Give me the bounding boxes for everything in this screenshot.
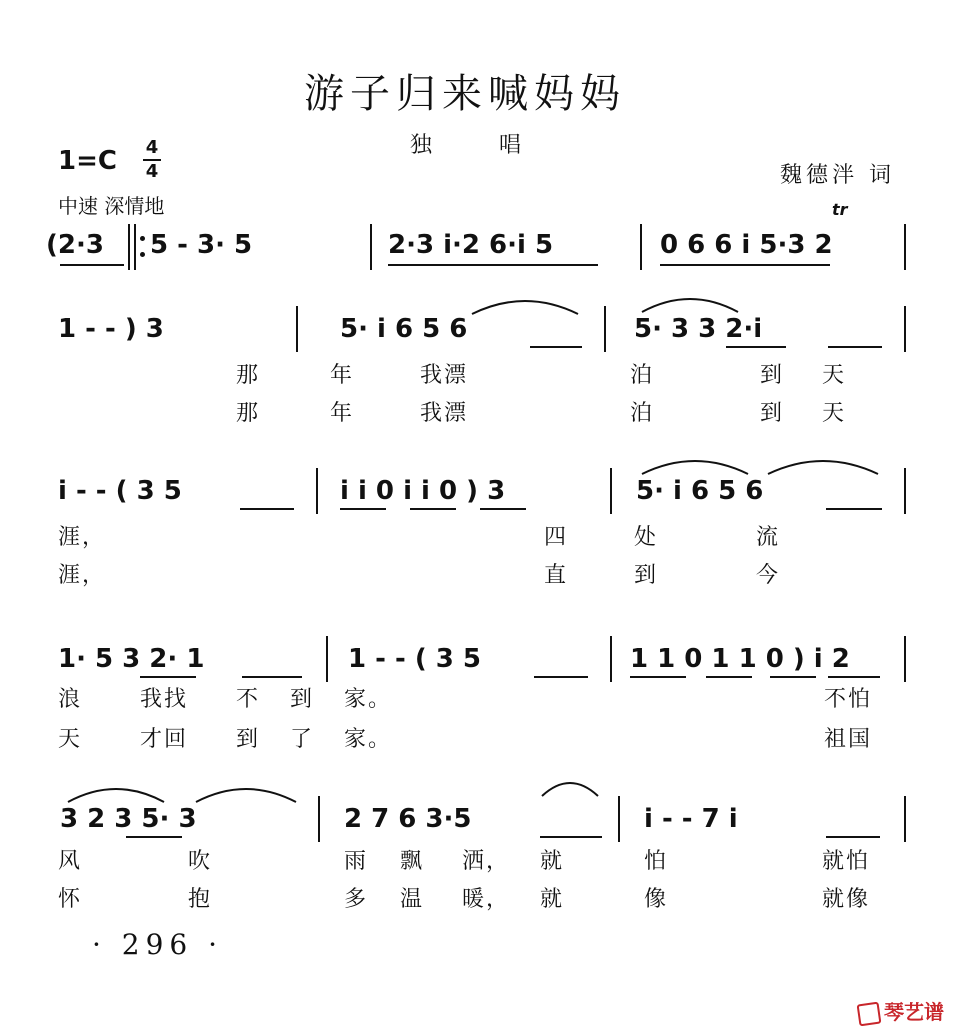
measure-notes: 0 6 6 i 5·3 2 xyxy=(660,230,833,260)
repeat-barline xyxy=(134,224,136,270)
beam-underline xyxy=(826,836,880,838)
watermark-logo-icon xyxy=(857,1001,882,1026)
lyric: 到 xyxy=(634,563,659,588)
key-signature: 1=C xyxy=(58,146,117,176)
lyric: 多 xyxy=(344,887,369,912)
beam-underline xyxy=(410,508,456,510)
lyric: 到 xyxy=(760,363,785,388)
repeat-dot xyxy=(140,252,145,257)
barline xyxy=(904,468,906,514)
beam-underline xyxy=(540,836,602,838)
lyric: 年 xyxy=(330,401,355,426)
trill-ornament: tr xyxy=(832,200,848,219)
beam-underline xyxy=(826,508,882,510)
lyric: 四 xyxy=(544,525,569,550)
score-row-2 xyxy=(0,300,960,426)
beam-underline xyxy=(706,676,752,678)
measure-notes: 5· 3 3 2·i xyxy=(634,314,763,344)
measure-notes: 1 1 0 1 1 0 ) i 2 xyxy=(630,644,850,674)
repeat-barline xyxy=(128,224,130,270)
lyric: 不怕 xyxy=(824,687,873,712)
lyric: 到 xyxy=(290,687,315,712)
barline xyxy=(610,636,612,682)
slur-arc xyxy=(766,454,880,478)
beam-underline xyxy=(140,676,196,678)
lyric: 浪 xyxy=(58,687,83,712)
barline xyxy=(904,636,906,682)
score-row-4 xyxy=(0,630,960,752)
lyric: 天 xyxy=(822,401,847,426)
measure-notes: 1· 5 3 2· 1 xyxy=(58,644,205,674)
lyric: 直 xyxy=(544,563,569,588)
slur-arc xyxy=(640,292,740,316)
lyric: 怕 xyxy=(644,849,669,874)
beam-underline xyxy=(242,676,302,678)
lyric: 今 xyxy=(756,563,781,588)
barline xyxy=(904,224,906,270)
lyric: 处 xyxy=(634,525,659,550)
slur-arc xyxy=(540,776,600,800)
beam-underline xyxy=(770,676,816,678)
barline xyxy=(618,796,620,842)
beam-underline xyxy=(630,676,686,678)
lyric: 我漂 xyxy=(420,401,469,426)
beam-underline xyxy=(388,264,598,266)
lyric: 天 xyxy=(822,363,847,388)
measure-notes: i - - 7 i xyxy=(644,804,738,834)
measure-notes: 5· i 6 5 6 xyxy=(340,314,468,344)
barline xyxy=(904,306,906,352)
measure-notes: 1 - - ( 3 5 xyxy=(348,644,481,674)
barline xyxy=(640,224,642,270)
tempo-marking: 中速 深情地 xyxy=(58,194,165,218)
beam-underline xyxy=(660,264,830,266)
lyric: 暖， xyxy=(462,887,511,912)
measure-notes: 2·3 i·2 6·i 5 xyxy=(388,230,554,260)
lyric: 泊 xyxy=(630,401,655,426)
score-row-3 xyxy=(0,462,960,588)
barline xyxy=(326,636,328,682)
lyric: 泊 xyxy=(630,363,655,388)
site-watermark xyxy=(858,996,944,1025)
slur-arc xyxy=(194,782,298,806)
measure-notes: 5· i 6 5 6 xyxy=(636,476,764,506)
measure-notes: 2 7 6 3·5 xyxy=(344,804,472,834)
beam-underline xyxy=(530,346,582,348)
lyric: 雨 xyxy=(344,849,369,874)
lyric: 天 xyxy=(58,727,83,752)
barline xyxy=(296,306,298,352)
beam-underline xyxy=(60,264,124,266)
measure-notes: (2·3 xyxy=(46,230,104,260)
measure-notes: i i 0 i i 0 ) 3 xyxy=(340,476,506,506)
beam-underline xyxy=(828,346,882,348)
page-number: · 296 · xyxy=(92,928,224,961)
lyric: 家。 xyxy=(344,727,393,752)
lyric: 飘 xyxy=(400,849,425,874)
beam-underline xyxy=(828,676,880,678)
lyric: 了 xyxy=(290,727,315,752)
barline xyxy=(318,796,320,842)
lyric: 才回 xyxy=(140,727,189,752)
beam-underline xyxy=(534,676,588,678)
lyric: 家。 xyxy=(344,687,393,712)
beam-underline xyxy=(480,508,526,510)
repeat-dot xyxy=(140,236,145,241)
lyric: 温 xyxy=(400,887,425,912)
barline xyxy=(316,468,318,514)
lyric: 就 xyxy=(540,849,565,874)
time-signature xyxy=(140,138,164,182)
lyric: 祖国 xyxy=(824,727,873,752)
meter-top: 4 xyxy=(145,137,159,158)
beam-underline xyxy=(126,836,182,838)
measure-notes: 1 - - ) 3 xyxy=(58,314,164,344)
barline xyxy=(370,224,372,270)
lyric: 洒， xyxy=(462,849,511,874)
slur-arc xyxy=(640,454,750,478)
lyric: 就 xyxy=(540,887,565,912)
lyric: 抱 xyxy=(188,887,213,912)
meter-bottom: 4 xyxy=(145,161,159,182)
lyric: 不 xyxy=(236,687,261,712)
beam-underline xyxy=(240,508,294,510)
lyric: 到 xyxy=(236,727,261,752)
lyric: 就怕 xyxy=(822,849,871,874)
lyricist-credit: 魏德泮 词 xyxy=(780,163,895,188)
lyric: 那 xyxy=(236,401,261,426)
lyric: 年 xyxy=(330,363,355,388)
lyric: 涯， xyxy=(58,563,107,588)
lyric: 我找 xyxy=(140,687,189,712)
watermark-text: 琴艺谱 xyxy=(884,1000,944,1024)
lyric: 流 xyxy=(756,525,781,550)
lyric: 风 xyxy=(58,849,83,874)
lyric: 我漂 xyxy=(420,363,469,388)
song-title: 游子归来喊妈妈 xyxy=(304,71,626,117)
lyric: 那 xyxy=(236,363,261,388)
slur-arc xyxy=(66,782,166,806)
slur-arc xyxy=(470,294,580,318)
measure-notes: 3 2 3 5· 3 xyxy=(60,804,197,834)
lyric: 吹 xyxy=(188,849,213,874)
beam-underline xyxy=(726,346,786,348)
barline xyxy=(610,468,612,514)
lyric: 像 xyxy=(644,887,669,912)
measure-notes: 5 - 3· 5 xyxy=(150,230,253,260)
lyric: 到 xyxy=(760,401,785,426)
performance-type: 独 唱 xyxy=(410,133,551,158)
measure-notes: i - - ( 3 5 xyxy=(58,476,182,506)
lyric: 怀 xyxy=(58,887,83,912)
lyric: 涯， xyxy=(58,525,107,550)
barline xyxy=(604,306,606,352)
score-row-5 xyxy=(0,790,960,912)
barline xyxy=(904,796,906,842)
lyric: 就像 xyxy=(822,887,871,912)
beam-underline xyxy=(340,508,386,510)
